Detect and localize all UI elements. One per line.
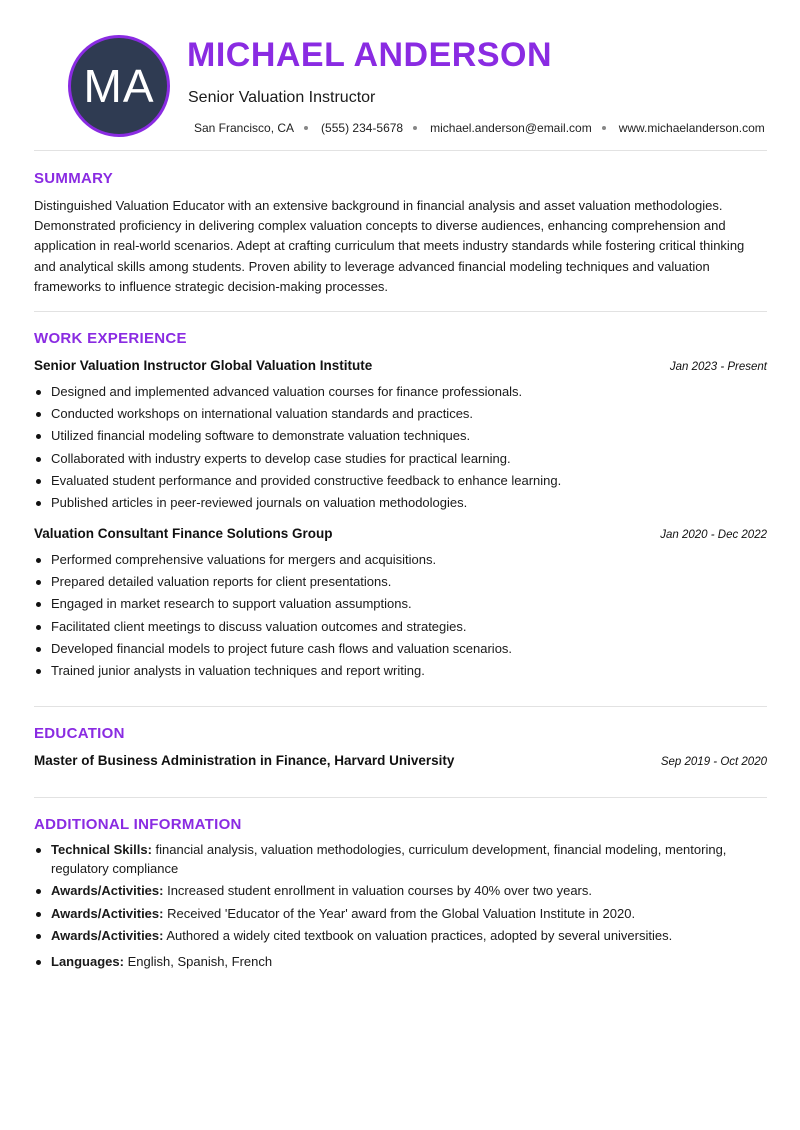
education-dates: Sep 2019 - Oct 2020	[660, 756, 767, 768]
job-dates: Jan 2023 - Present	[669, 361, 767, 373]
additional-heading: ADDITIONAL INFORMATION	[34, 816, 242, 833]
candidate-title: Senior Valuation Instructor	[188, 89, 376, 106]
contact-location: San Francisco, CA	[194, 121, 295, 135]
contact-email[interactable]: michael.anderson@email.com	[430, 121, 592, 135]
summary-heading: SUMMARY	[34, 170, 114, 187]
candidate-name: MICHAEL ANDERSON	[187, 36, 553, 74]
list-item: Collaborated with industry experts to develop case studies for practical learning.	[34, 448, 767, 470]
item-text: financial analysis, valuation methodologies, curriculum development, financial modeling, mentoring, regulatory compliance	[51, 842, 727, 876]
experience-heading: WORK EXPERIENCE	[34, 330, 187, 347]
list-item: Conducted workshops on international valuation standards and practices.	[34, 403, 767, 425]
job-bullets	[34, 381, 767, 514]
list-item: Evaluated student performance and provided constructive feedback to enhance learning.	[34, 470, 767, 492]
item-label: Awards/Activities:	[51, 928, 164, 943]
separator-dot-icon	[304, 126, 308, 130]
item-label: Languages:	[51, 953, 124, 969]
list-item: Published articles in peer-reviewed journals on valuation methodologies.	[34, 492, 767, 514]
divider	[34, 797, 767, 798]
divider	[34, 311, 767, 312]
list-item: Facilitated client meetings to discuss valuation outcomes and strategies.	[34, 616, 767, 638]
job-bullets	[34, 549, 767, 682]
additional-list	[34, 841, 767, 975]
separator-dot-icon	[413, 126, 417, 130]
job-header	[34, 526, 767, 541]
list-item	[34, 905, 767, 924]
list-item	[34, 953, 767, 972]
education-entry	[34, 753, 767, 768]
summary-text: Distinguished Valuation Educator with an extensive background in financial analysis and asset valuation methodologies. Demonstrated proficiency in delivering complex valuation concepts to diverse audiences, enhancing comprehension and application in real-world scenarios. Adept at crafting curriculum that meets industry standards while fostering critical thinking and analytical skills among students. Proven ability to leverage advanced financial modeling techniques and valuation frameworks to influence strategic decision-making processes.	[34, 198, 745, 294]
job-header	[34, 358, 767, 373]
item-text: English, Spanish, French	[127, 953, 273, 969]
list-item: Engaged in market research to support valuation assumptions.	[34, 593, 767, 615]
education-heading: EDUCATION	[34, 725, 125, 742]
job-role: Senior Valuation Instructor Global Valuation Institute	[34, 358, 373, 373]
resume-header	[34, 0, 767, 150]
item-text: Increased student enrollment in valuation courses by 40% over two years.	[167, 883, 592, 898]
list-item: Designed and implemented advanced valuation courses for finance professionals.	[34, 381, 767, 403]
item-label: Technical Skills:	[51, 842, 152, 857]
avatar	[68, 35, 170, 137]
job-dates: Jan 2020 - Dec 2022	[660, 529, 767, 541]
list-item: Trained junior analysts in valuation techniques and report writing.	[34, 660, 767, 682]
list-item: Developed financial models to project future cash flows and valuation scenarios.	[34, 638, 767, 660]
divider	[34, 150, 767, 151]
list-item	[34, 882, 767, 901]
list-item: Prepared detailed valuation reports for client presentations.	[34, 571, 767, 593]
separator-dot-icon	[602, 126, 606, 130]
list-item	[34, 841, 767, 878]
divider	[34, 706, 767, 707]
item-label: Awards/Activities:	[51, 905, 164, 921]
item-text: Received 'Educator of the Year' award from the Global Valuation Institute in 2020.	[167, 905, 636, 921]
list-item: Utilized financial modeling software to demonstrate valuation techniques.	[34, 425, 767, 447]
contact-website[interactable]: www.michaelanderson.com	[618, 121, 765, 135]
contact-phone[interactable]: (555) 234-5678	[321, 121, 404, 135]
list-item: Performed comprehensive valuations for mergers and acquisitions.	[34, 549, 767, 571]
contact-info	[194, 121, 765, 135]
item-label: Awards/Activities:	[51, 883, 164, 898]
job-role: Valuation Consultant Finance Solutions Group	[34, 526, 333, 541]
avatar-initials: MA	[83, 60, 155, 112]
item-text: Authored a widely cited textbook on valuation practices, adopted by several universities.	[166, 928, 673, 943]
list-item	[34, 927, 767, 946]
education-degree: Master of Business Administration in Finance, Harvard University	[34, 753, 455, 768]
